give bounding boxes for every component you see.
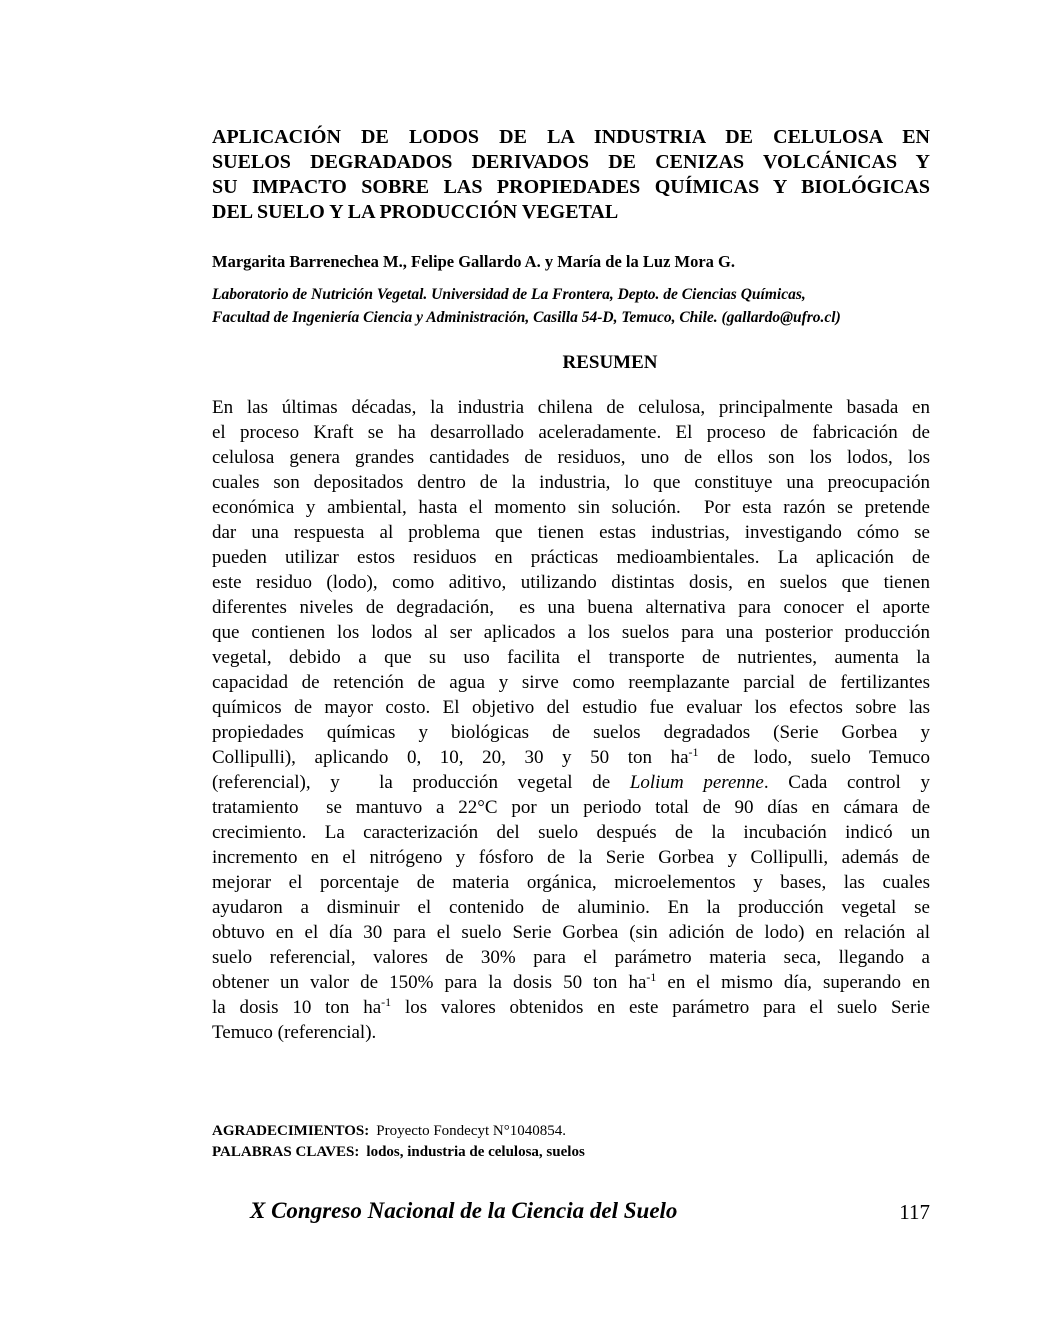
acknowledgements-line bbox=[212, 1121, 930, 1142]
page-footer bbox=[212, 1196, 930, 1228]
abstract-line: Collipulli), aplicando 0, 10, 20, 30 y 50 ton ha-1 de lodo, suelo Temuco bbox=[212, 745, 930, 768]
body-text: capacidad de retención de agua y sirve como reemplazante parcial de fertilizantes bbox=[212, 672, 930, 693]
abstract-line bbox=[212, 495, 930, 520]
affiliation-line: Laboratorio de Nutrición Vegetal. Universidad de La Frontera, Depto. de Ciencias Químicas, bbox=[212, 286, 806, 303]
body-text: vegetal, debido a que su uso facilita el transporte de nutrientes, aumenta la bbox=[212, 647, 930, 668]
abstract-line bbox=[212, 895, 930, 920]
body-text: los valores obtenidos en este parámetro para el suelo Serie bbox=[391, 997, 930, 1018]
acknowledgements-keywords bbox=[212, 1121, 930, 1163]
keywords-text: lodos, industria de celulosa, suelos bbox=[366, 1144, 585, 1160]
body-text: ayudaron a disminuir el contenido de aluminio. En la producción vegetal se bbox=[212, 897, 930, 918]
body-text: incremento en el nitrógeno y fósforo de la Serie Gorbea y Collipulli, además de bbox=[212, 847, 930, 868]
body-text: la dosis 10 ton ha bbox=[212, 997, 382, 1018]
paper-title bbox=[212, 125, 930, 225]
abstract-line bbox=[212, 520, 930, 545]
body-text: mejorar el porcentaje de materia orgánica, microelementos y bases, las cuales bbox=[212, 872, 930, 893]
body-text: obtuvo en el día 30 para el suelo Serie Gorbea (sin adición de lodo) en relación al bbox=[212, 922, 930, 943]
body-text: tratamiento se mantuvo a 22°C por un periodo total de 90 días en cámara de bbox=[212, 797, 930, 818]
abstract-line bbox=[212, 1020, 930, 1045]
abstract-body bbox=[212, 395, 930, 1045]
italic-text: Lolium perenne bbox=[629, 772, 764, 793]
body-text: cuales son depositados dentro de la industria, lo que constituye una preocupación bbox=[212, 472, 930, 493]
abstract-line bbox=[212, 945, 930, 970]
abstract-line bbox=[212, 870, 930, 895]
abstract-line bbox=[212, 820, 930, 845]
body-text: Temuco (referencial). bbox=[212, 1022, 377, 1043]
abstract-line bbox=[212, 620, 930, 645]
title-line: DEL SUELO Y LA PRODUCCIÓN VEGETAL bbox=[212, 201, 619, 223]
body-text: (referencial), y la producción vegetal de bbox=[212, 772, 630, 793]
abstract-line bbox=[212, 695, 930, 720]
body-text: pueden utilizar estos residuos en prácticas medioambientales. La aplicación de bbox=[212, 547, 930, 568]
affiliation-line: Facultad de Ingeniería Ciencia y Administración, Casilla 54-D, Temuco, Chile. (gallardo@ufro.cl) bbox=[212, 309, 841, 326]
body-text: propiedades químicas y biológicas de suelos degradados (Serie Gorbea y bbox=[212, 722, 930, 743]
body-text: dar una respuesta al problema que tienen estas industrias, investigando cómo se bbox=[212, 522, 930, 543]
title-line: SU IMPACTO SOBRE LAS PROPIEDADES QUÍMICAS Y BIOLÓGICAS bbox=[212, 176, 930, 198]
abstract-line bbox=[212, 795, 930, 820]
body-text: suelo referencial, valores de 30% para el parámetro materia seca, llegando a bbox=[212, 947, 930, 968]
body-text: económica y ambiental, hasta el momento sin solución. Por esta razón se pretende bbox=[212, 497, 930, 518]
body-text: de lodo, suelo Temuco bbox=[698, 747, 930, 768]
affiliation bbox=[212, 283, 930, 329]
body-text: químicos de mayor costo. El objetivo del estudio fue evaluar los efectos sobre las bbox=[212, 697, 930, 718]
body-text: el proceso Kraft se ha desarrollado aceleradamente. El proceso de fabricación de bbox=[212, 422, 930, 443]
abstract-line bbox=[212, 720, 930, 745]
body-text: crecimiento. La caracterización del suelo después de la incubación indicó un bbox=[212, 822, 930, 843]
abstract-line bbox=[212, 645, 930, 670]
body-text: este residuo (lodo), como aditivo, utilizando distintas dosis, en suelos que tienen bbox=[212, 572, 930, 593]
body-text: en el mismo día, superando en bbox=[656, 972, 931, 993]
abstract-line bbox=[212, 920, 930, 945]
keywords-label: PALABRAS CLAVES: bbox=[212, 1144, 360, 1160]
body-text: celulosa genera grandes cantidades de residuos, uno de ellos son los lodos, los bbox=[212, 447, 930, 468]
title-line: SUELOS DEGRADADOS DERIVADOS DE CENIZAS VOLCÁNICAS Y bbox=[212, 151, 930, 173]
body-text: obtener un valor de 150% para la dosis 50 ton ha bbox=[212, 972, 647, 993]
abstract-line bbox=[212, 770, 930, 795]
footer-conference-title: X Congreso Nacional de la Ciencia del Suelo bbox=[250, 1198, 678, 1223]
abstract-line bbox=[212, 845, 930, 870]
keywords-line bbox=[212, 1142, 930, 1163]
body-text: que contienen los lodos al ser aplicados a los suelos para una posterior producción bbox=[212, 622, 930, 643]
abstract-line bbox=[212, 470, 930, 495]
title-line: APLICACIÓN DE LODOS DE LA INDUSTRIA DE CELULOSA EN bbox=[212, 126, 930, 148]
abstract-line bbox=[212, 670, 930, 695]
body-text: diferentes niveles de degradación, es una buena alternativa para conocer el aporte bbox=[212, 597, 930, 618]
abstract-line bbox=[212, 545, 930, 570]
abstract-line bbox=[212, 570, 930, 595]
acknowledgements-text: Proyecto Fondecyt N°1040854. bbox=[376, 1123, 566, 1139]
abstract-line bbox=[212, 420, 930, 445]
section-heading-resumen: RESUMEN bbox=[562, 352, 658, 373]
abstract-line: la dosis 10 ton ha-1 los valores obtenidos en este parámetro para el suelo Serie bbox=[212, 995, 930, 1018]
abstract-line bbox=[212, 395, 930, 420]
footer-page-number: 117 bbox=[899, 1200, 930, 1224]
abstract-line bbox=[212, 445, 930, 470]
body-text: . Cada control y bbox=[763, 772, 930, 793]
acknowledgements-label: AGRADECIMIENTOS: bbox=[212, 1123, 370, 1139]
abstract-line bbox=[212, 595, 930, 620]
abstract-line: obtener un valor de 150% para la dosis 50 ton ha-1 en el mismo día, superando en bbox=[212, 970, 931, 993]
body-text: En las últimas décadas, la industria chilena de celulosa, principalmente basada en bbox=[212, 397, 930, 418]
authors-line: Margarita Barrenechea M., Felipe Gallardo A. y María de la Luz Mora G. bbox=[212, 252, 736, 271]
body-text: Collipulli), aplicando 0, 10, 20, 30 y 50 ton ha bbox=[212, 747, 689, 768]
